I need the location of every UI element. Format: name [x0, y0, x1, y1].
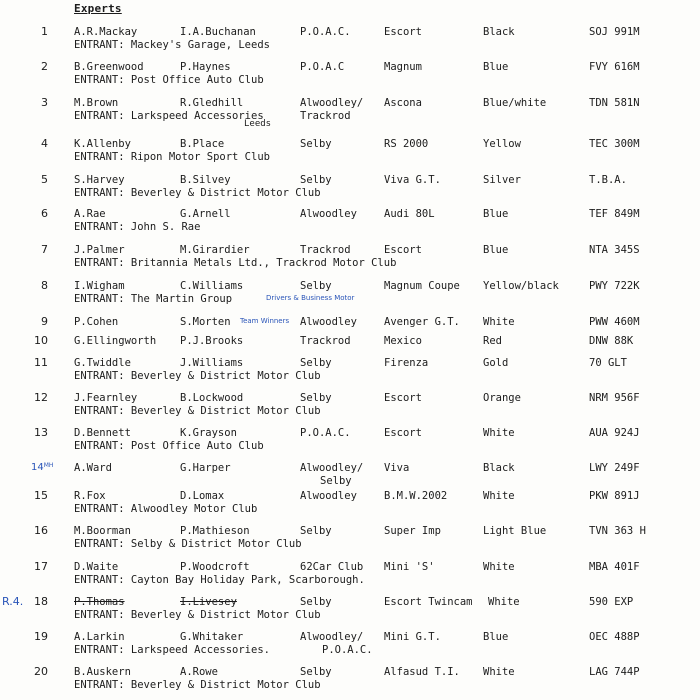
entrant: ENTRANT: Britannia Metals Ltd., Trackrod Motor Club [74, 257, 397, 269]
navigator: G.Arnell [180, 208, 231, 220]
navigator: I.Livesey [180, 596, 237, 608]
entrant: ENTRANT: Post Office Auto Club [74, 74, 264, 86]
club-line-2: P.O.A.C. [322, 644, 373, 656]
registration: PWY 722K [589, 280, 640, 292]
handwritten-prefix [31, 462, 53, 473]
driver: A.Larkin [74, 631, 125, 643]
entry-row [0, 596, 700, 630]
navigator: B.Place [180, 138, 225, 150]
club: P.O.A.C. [300, 427, 351, 439]
navigator: S.Morten [180, 316, 231, 328]
car: Escort [384, 392, 422, 404]
colour: Blue [483, 61, 509, 73]
car: Escort [384, 244, 422, 256]
club: Selby [300, 666, 332, 678]
club-line-2: Trackrod [300, 110, 351, 122]
colour: Blue [483, 631, 509, 643]
colour: Blue [483, 244, 509, 256]
club: Selby [300, 280, 332, 292]
driver: S.Harvey [74, 174, 125, 186]
section-heading: Experts [74, 2, 122, 15]
entry-row [0, 61, 700, 95]
car: Avenger G.T. [384, 316, 460, 328]
entry-number: 17 [34, 560, 48, 573]
colour: Blue/white [483, 97, 547, 109]
entrant: ENTRANT: Beverley & District Motor Club [74, 405, 321, 417]
navigator: C.Williams [180, 280, 244, 292]
driver: D.Waite [74, 561, 119, 573]
entry-number: 7 [41, 243, 48, 256]
registration: 590 EXP [589, 596, 634, 608]
club: Alwoodley [300, 490, 357, 502]
navigator: P.J.Brooks [180, 335, 244, 347]
entry-row [0, 280, 700, 314]
navigator: G.Harper [180, 462, 231, 474]
car: Mexico [384, 335, 422, 347]
navigator: D.Lomax [180, 490, 225, 502]
navigator: A.Rowe [180, 666, 218, 678]
entry-row [0, 208, 700, 242]
colour: White [483, 316, 515, 328]
colour: White [483, 427, 515, 439]
club: Selby [300, 357, 332, 369]
entrant: ENTRANT: Larkspeed Accessories [74, 110, 264, 122]
entry-number: 8 [41, 279, 48, 292]
driver: A.R.Mackay [74, 26, 138, 38]
colour: Light Blue [483, 525, 547, 537]
entry-number: 9 [41, 315, 48, 328]
entry-row [0, 357, 700, 391]
entry-number: 16 [34, 524, 48, 537]
entry-number: 3 [41, 96, 48, 109]
car: RS 2000 [384, 138, 429, 150]
entry-row [0, 427, 700, 461]
car: Viva [384, 462, 410, 474]
car: Magnum Coupe [384, 280, 460, 292]
entry-row [0, 138, 700, 172]
club: Selby [300, 174, 332, 186]
club: Selby [300, 596, 332, 608]
registration: AUA 924J [589, 427, 640, 439]
driver: B.Auskern [74, 666, 131, 678]
car: Firenza [384, 357, 429, 369]
navigator: J.Williams [180, 357, 244, 369]
handwritten-prefix: R.4. [2, 595, 24, 608]
car: Alfasud T.I. [384, 666, 460, 678]
club: Trackrod [300, 335, 351, 347]
entry-number: 15 [34, 489, 48, 502]
driver: R.Fox [74, 490, 106, 502]
driver: J.Fearnley [74, 392, 138, 404]
entrant: ENTRANT: Selby & District Motor Club [74, 538, 302, 550]
car: Escort [384, 427, 422, 439]
club-line-2: Selby [320, 475, 352, 487]
entrant-extra: Leeds [244, 119, 272, 129]
entry-number: 6 [41, 207, 48, 220]
registration: 70 GLT [589, 357, 627, 369]
club: Alwoodley/ [300, 631, 364, 643]
navigator: M.Girardier [180, 244, 250, 256]
club: Alwoodley [300, 208, 357, 220]
entry-number: 2 [41, 60, 48, 73]
registration: SOJ 991M [589, 26, 640, 38]
registration: DNW 88K [589, 335, 634, 347]
driver: A.Ward [74, 462, 112, 474]
entrant: ENTRANT: Post Office Auto Club [74, 440, 264, 452]
registration: NRM 956F [589, 392, 640, 404]
driver: M.Brown [74, 97, 119, 109]
registration: T.B.A. [589, 174, 627, 186]
entrant: ENTRANT: Beverley & District Motor Club [74, 609, 321, 621]
car: B.M.W.2002 [384, 490, 448, 502]
entry-row [0, 392, 700, 426]
entrant: ENTRANT: Mackey's Garage, Leeds [74, 39, 270, 51]
handwritten-note: Drivers & Business Motor [266, 294, 355, 302]
entry-number: 5 [41, 173, 48, 186]
entry-number: 13 [34, 426, 48, 439]
driver: K.Allenby [74, 138, 131, 150]
colour: Orange [483, 392, 521, 404]
registration: MBA 401F [589, 561, 640, 573]
entry-row [0, 490, 700, 524]
registration: PKW 891J [589, 490, 640, 502]
entry-number: 18 [34, 595, 48, 608]
registration: TDN 581N [589, 97, 640, 109]
driver: I.Wigham [74, 280, 125, 292]
colour: Silver [483, 174, 521, 186]
entry-number: 14 [31, 462, 44, 473]
club: Selby [300, 525, 332, 537]
registration: TEF 849M [589, 208, 640, 220]
handwritten-superscript: MH [43, 462, 54, 469]
entry-row [0, 631, 700, 665]
car: Mini 'S' [384, 561, 435, 573]
entrant: ENTRANT: Cayton Bay Holiday Park, Scarborough. [74, 574, 365, 586]
driver: B.Greenwood [74, 61, 144, 73]
driver: G.Twiddle [74, 357, 131, 369]
navigator: R.Gledhill [180, 97, 244, 109]
registration: NTA 345S [589, 244, 640, 256]
car: Escort Twincam [384, 596, 473, 608]
colour: Red [483, 335, 502, 347]
registration: TVN 363 H [589, 525, 646, 537]
club: Trackrod [300, 244, 351, 256]
club: Alwoodley [300, 316, 357, 328]
club: Selby [300, 138, 332, 150]
colour: Gold [483, 357, 509, 369]
navigator: K.Grayson [180, 427, 237, 439]
entry-row [0, 174, 700, 208]
entry-row [0, 244, 700, 278]
colour: Blue [483, 208, 509, 220]
car: Viva G.T. [384, 174, 441, 186]
colour: White [483, 490, 515, 502]
navigator: G.Whitaker [180, 631, 244, 643]
registration: FVY 616M [589, 61, 640, 73]
colour: White [483, 666, 515, 678]
registration: LAG 744P [589, 666, 640, 678]
club: 62Car Club [300, 561, 364, 573]
entry-row [0, 666, 700, 700]
colour: Black [483, 462, 515, 474]
entrant: ENTRANT: Beverley & District Motor Club [74, 679, 321, 691]
entrant: ENTRANT: The Martin Group [74, 293, 233, 305]
car: Super Imp [384, 525, 441, 537]
entry-number: 19 [34, 630, 48, 643]
navigator: P.Mathieson [180, 525, 250, 537]
entry-row [0, 561, 700, 595]
car: Magnum [384, 61, 422, 73]
colour: White [488, 596, 520, 608]
car: Ascona [384, 97, 422, 109]
driver: D.Bennett [74, 427, 131, 439]
car: Mini G.T. [384, 631, 441, 643]
entrant: ENTRANT: Beverley & District Motor Club [74, 187, 321, 199]
registration: LWY 249F [589, 462, 640, 474]
colour: Yellow [483, 138, 521, 150]
navigator: B.Lockwood [180, 392, 244, 404]
driver: M.Boorman [74, 525, 131, 537]
navigator: P.Haynes [180, 61, 231, 73]
club: Selby [300, 392, 332, 404]
colour: White [483, 561, 515, 573]
entry-number: 1 [41, 25, 48, 38]
club: Alwoodley/ [300, 97, 364, 109]
registration: OEC 488P [589, 631, 640, 643]
driver: P.Cohen [74, 316, 119, 328]
registration: PWW 460M [589, 316, 640, 328]
entry-number: 20 [34, 665, 48, 678]
entry-number: 12 [34, 391, 48, 404]
navigator: B.Silvey [180, 174, 231, 186]
entrant: ENTRANT: Beverley & District Motor Club [74, 370, 321, 382]
entry-row [0, 525, 700, 559]
driver: J.Palmer [74, 244, 125, 256]
driver: G.Ellingworth [74, 335, 157, 347]
car: Escort [384, 26, 422, 38]
entrant: ENTRANT: Alwoodley Motor Club [74, 503, 258, 515]
driver: P.Thomas [74, 596, 125, 608]
colour: Yellow/black [483, 280, 559, 292]
entry-number: 4 [41, 137, 48, 150]
entry-row [0, 26, 700, 60]
entrant: ENTRANT: Ripon Motor Sport Club [74, 151, 270, 163]
club: P.O.A.C. [300, 26, 351, 38]
registration: TEC 300M [589, 138, 640, 150]
entry-number: 10 [34, 334, 48, 347]
handwritten-note: Team Winners [240, 317, 290, 325]
colour: Black [483, 26, 515, 38]
club: Alwoodley/ [300, 462, 364, 474]
driver: A.Rae [74, 208, 106, 220]
club: P.O.A.C [300, 61, 345, 73]
entry-row [0, 97, 700, 131]
navigator: P.Woodcroft [180, 561, 250, 573]
entrant: ENTRANT: John S. Rae [74, 221, 201, 233]
entry-number: 11 [34, 356, 48, 369]
navigator: I.A.Buchanan [180, 26, 256, 38]
car: Audi 80L [384, 208, 435, 220]
entrant: ENTRANT: Larkspeed Accessories. [74, 644, 270, 656]
